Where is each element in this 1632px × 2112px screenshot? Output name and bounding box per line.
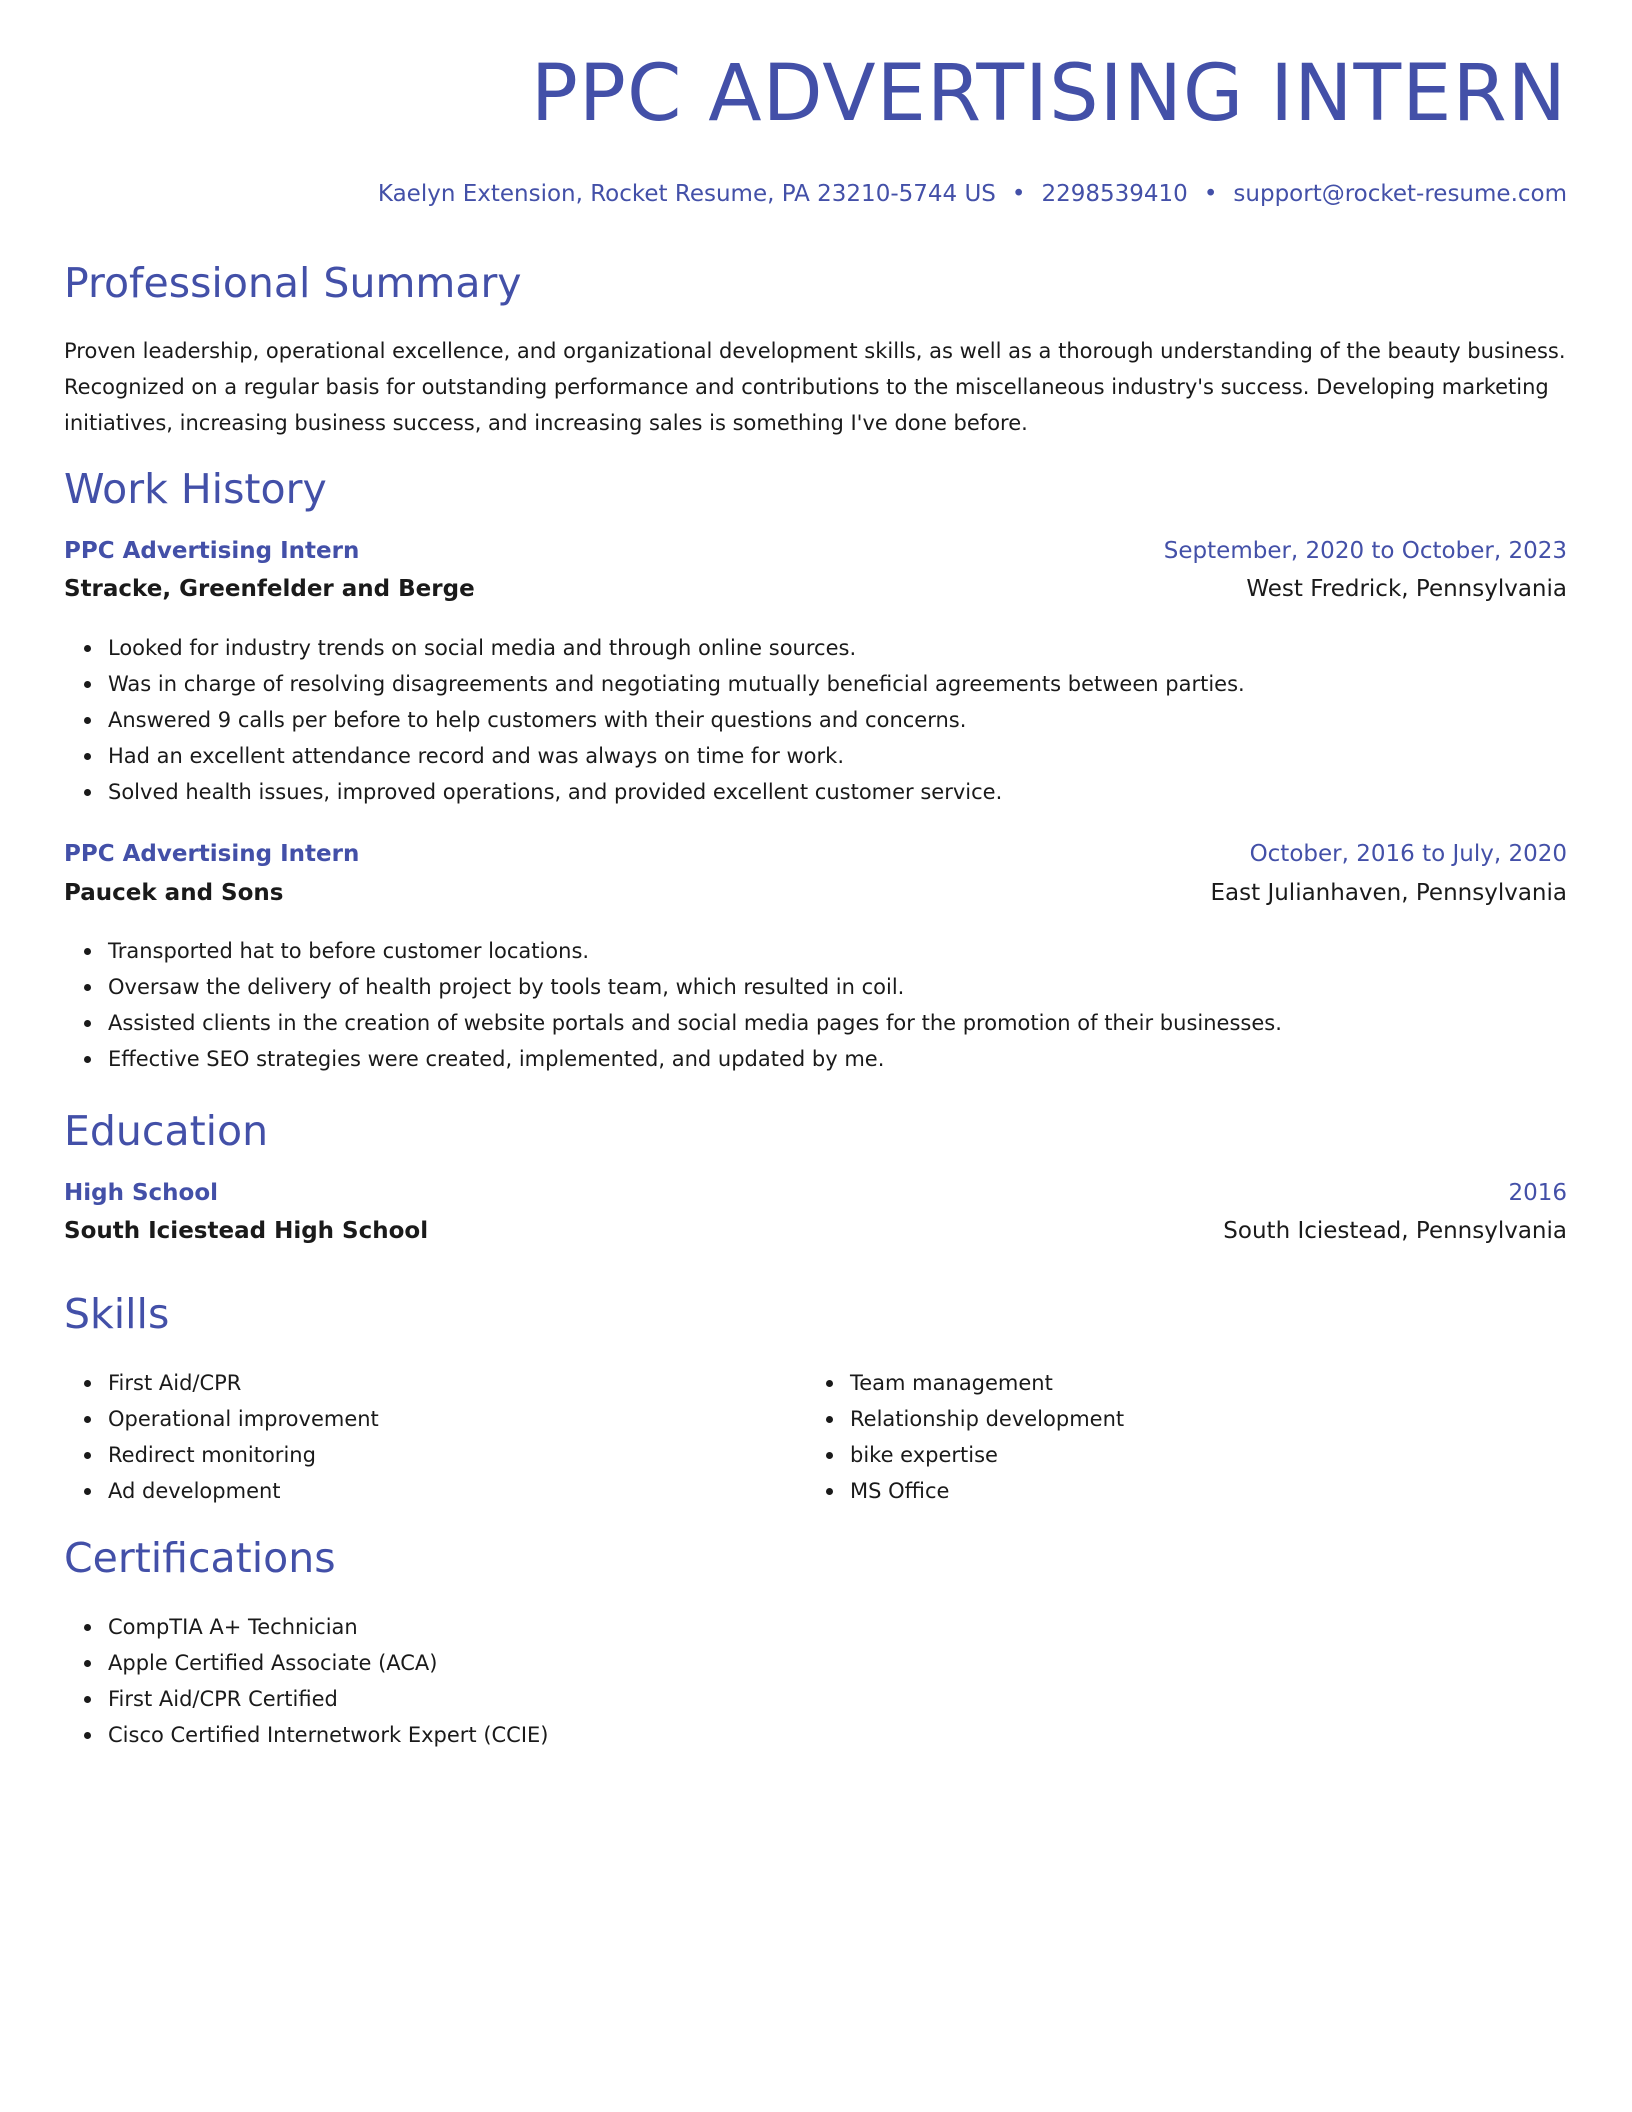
contact-address: Kaelyn Extension, Rocket Resume, PA 23210-5744 US xyxy=(377,181,996,207)
skill-item: Team management xyxy=(850,1365,1124,1401)
skill-item: bike expertise xyxy=(850,1437,1124,1473)
education-location: South Iciestead, Pennsylvania xyxy=(1223,1218,1567,1244)
skills-list-left xyxy=(64,1365,379,1509)
list-item: Effective SEO strategies were created, implemented, and updated by me. xyxy=(108,1041,1282,1077)
skill-item: Redirect monitoring xyxy=(108,1437,379,1473)
list-item: Had an excellent attendance record and was always on time for work. xyxy=(108,738,1245,774)
skills-list-right xyxy=(806,1365,1124,1509)
certification-item: Apple Certified Associate (ACA) xyxy=(108,1645,549,1681)
list-item: Looked for industry trends on social media and through online sources. xyxy=(108,630,1245,666)
skill-item: MS Office xyxy=(850,1473,1124,1509)
job-title: PPC Advertising Intern xyxy=(64,538,360,564)
contact-phone[interactable]: 2298539410 xyxy=(1041,181,1188,207)
job-1-header xyxy=(64,538,1567,572)
resume-page xyxy=(64,0,1567,2112)
job-company: Stracke, Greenfelder and Berge xyxy=(64,576,475,602)
job-2-company-row xyxy=(64,880,1567,914)
job-title: PPC Advertising Intern xyxy=(64,841,360,867)
education-year: 2016 xyxy=(1508,1180,1567,1206)
education-heading: Education xyxy=(64,1107,269,1155)
summary-text: Proven leadership, operational excellence, and organizational development skills, as well as a thorough understanding of the beauty business. Recognized on a regular basis for outstanding performance and contributions to the miscellaneous industry's success. Developing marketing initiatives, increasing business success, and increasing sales is something I've done before. xyxy=(64,339,1566,435)
summary-heading: Professional Summary xyxy=(64,259,522,307)
skills-heading: Skills xyxy=(64,1290,170,1338)
skill-item: First Aid/CPR xyxy=(108,1365,379,1401)
list-item: Assisted clients in the creation of website portals and social media pages for the promotion of their businesses. xyxy=(108,1005,1282,1041)
job-1-duties xyxy=(64,630,1245,810)
contact-email[interactable]: support@rocket-resume.com xyxy=(1233,181,1567,207)
education-header xyxy=(64,1180,1567,1214)
job-1-company-row xyxy=(64,576,1567,610)
list-item: Was in charge of resolving disagreements and negotiating mutually beneficial agreements between parties. xyxy=(108,666,1245,702)
certifications-heading: Certifications xyxy=(64,1534,336,1582)
list-item: Solved health issues, improved operations, and provided excellent customer service. xyxy=(108,774,1245,810)
contact-separator: • xyxy=(1011,181,1026,207)
job-dates: September, 2020 to October, 2023 xyxy=(1163,538,1567,564)
certifications-list xyxy=(64,1609,549,1753)
education-school: South Iciestead High School xyxy=(64,1218,429,1244)
education-degree: High School xyxy=(64,1180,219,1206)
list-item: Transported hat to before customer locations. xyxy=(108,933,1282,969)
list-item: Answered 9 calls per before to help customers with their questions and concerns. xyxy=(108,702,1245,738)
job-location: West Fredrick, Pennsylvania xyxy=(1246,576,1567,602)
certification-item: CompTIA A+ Technician xyxy=(108,1609,549,1645)
contact-line xyxy=(378,181,1567,207)
job-location: East Julianhaven, Pennsylvania xyxy=(1210,880,1567,906)
job-2-duties xyxy=(64,933,1282,1077)
work-history-heading: Work History xyxy=(64,465,327,513)
job-2-header xyxy=(64,841,1567,875)
education-school-row xyxy=(64,1218,1567,1252)
skill-item: Operational improvement xyxy=(108,1401,379,1437)
certification-item: Cisco Certified Internetwork Expert (CCIE) xyxy=(108,1717,549,1753)
job-dates: October, 2016 to July, 2020 xyxy=(1249,841,1567,867)
job-company: Paucek and Sons xyxy=(64,880,284,906)
contact-separator: • xyxy=(1203,181,1218,207)
certification-item: First Aid/CPR Certified xyxy=(108,1681,549,1717)
list-item: Oversaw the delivery of health project by tools team, which resulted in coil. xyxy=(108,969,1282,1005)
skill-item: Ad development xyxy=(108,1473,379,1509)
resume-title: PPC ADVERTISING INTERN xyxy=(530,49,1567,139)
skill-item: Relationship development xyxy=(850,1401,1124,1437)
